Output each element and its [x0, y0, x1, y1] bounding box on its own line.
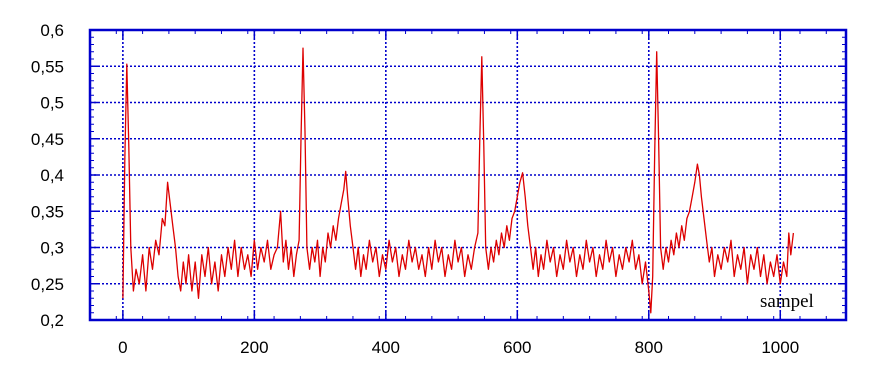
x-tick-label: 1000	[761, 338, 800, 357]
x-tick-label: 800	[634, 338, 663, 357]
x-tick-label: 600	[503, 338, 532, 357]
y-tick-label: 0,55	[30, 57, 64, 77]
x-tick-label: 400	[371, 338, 401, 357]
y-tick-label: 0,35	[30, 202, 64, 222]
x-axis	[90, 30, 826, 357]
series-line	[123, 48, 794, 313]
x-tick-label: 0	[118, 338, 128, 357]
y-tick-label: 0,45	[30, 129, 64, 149]
y-tick-label: 0,3	[40, 238, 64, 258]
y-tick-label: 0,5	[40, 93, 64, 113]
y-tick-label: 0,4	[40, 166, 64, 185]
x-tick-label: 200	[240, 338, 269, 357]
x-annotation-label: sampel	[760, 291, 814, 312]
grid-lines	[90, 30, 846, 320]
series-group	[123, 48, 794, 313]
y-tick-label: 0,2	[40, 311, 64, 330]
y-tick-label: 0,6	[40, 21, 64, 40]
y-tick-label: 0,25	[30, 274, 64, 294]
